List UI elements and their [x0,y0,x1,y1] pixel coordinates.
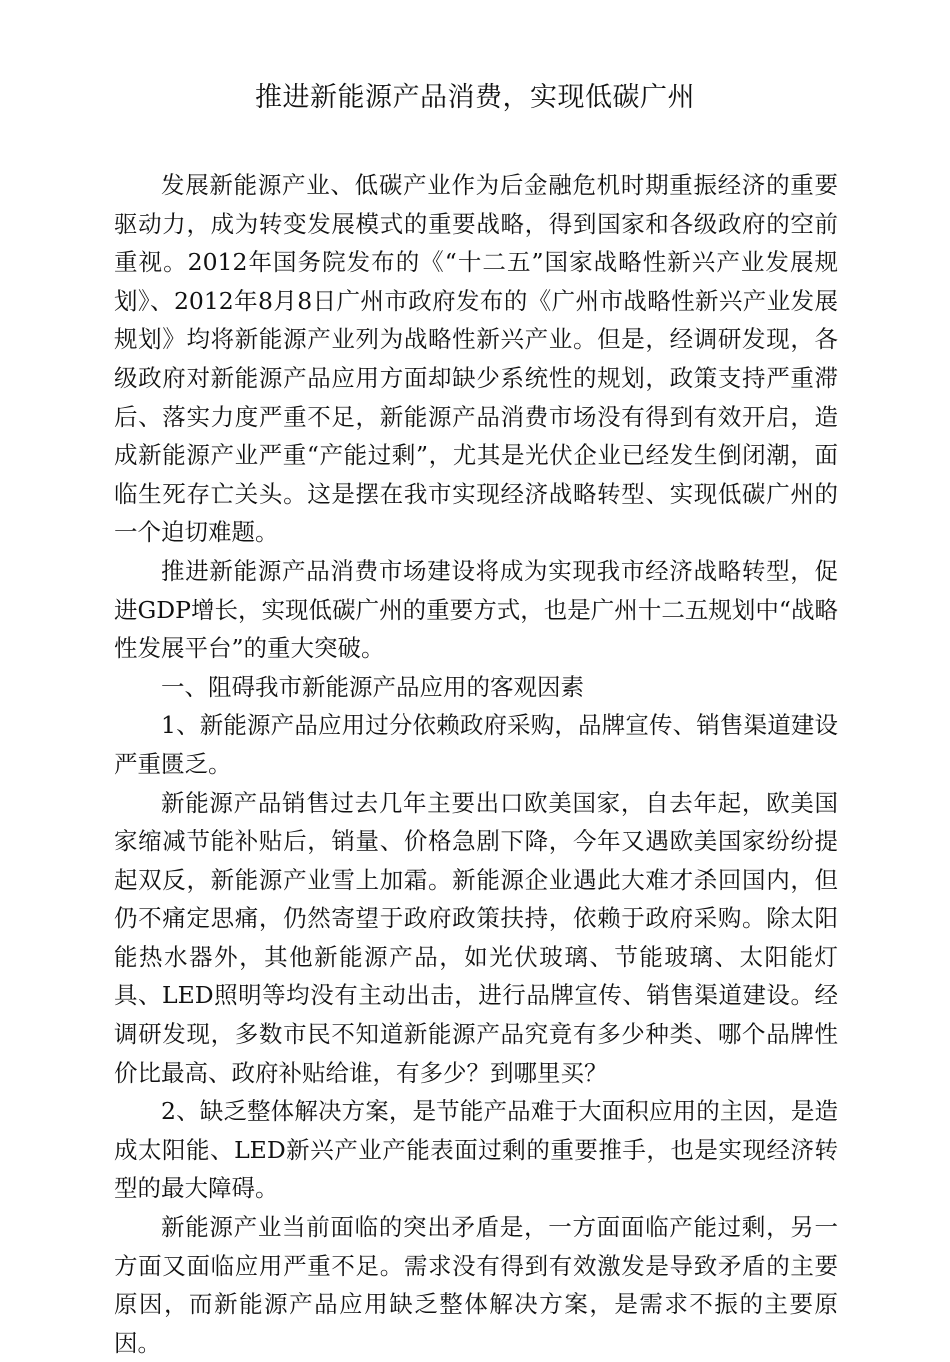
paragraph-overcapacity: 新能源产业当前面临的突出矛盾是，一方面面临产能过剩，另一方面又面临应用严重不足。需求没有得到有效激发是导致矛盾的主要原因，而新能源产品应用缺乏整体解决方案，是需求不振的主要原因。 [114,1213,838,1357]
document-body [114,166,838,1362]
point-1-heading: 1、新能源产品应用过分依赖政府采购，品牌宣传、销售渠道建设严重匮乏。 [114,711,838,778]
paragraph-export-decline: 新能源产品销售过去几年主要出口欧美国家，自去年起，欧美国家缩减节能补贴后，销量、价格急剧下降，今年又遇欧美国家纷纷提起双反，新能源产业雪上加霜。新能源企业遇此大难才杀回国内，但仍不痛定思痛，仍然寄望于政府政策扶持，依赖于政府采购。除太阳能热水器外，其他新能源产品，如光伏玻璃、节能玻璃、太阳能灯具、LED照明等均没有主动出击，进行品牌宣传、销售渠道建设。经调研发现，多数市民不知道新能源产品究竟有多少种类、哪个品牌性价比最高、政府补贴给谁，有多少？到哪里买？ [114,788,838,1087]
paragraph-consumption-market: 推进新能源产品消费市场建设将成为实现我市经济战略转型，促进GDP增长，实现低碳广州的重要方式，也是广州十二五规划中“战略性发展平台”的重大突破。 [114,556,838,663]
section-heading-obstacles: 一、阻碍我市新能源产品应用的客观因素 [161,672,584,701]
point-2-heading: 2、缺乏整体解决方案，是节能产品难于大面积应用的主因，是造成太阳能、LED新兴产业产能表面过剩的重要推手，也是实现经济转型的最大障碍。 [114,1097,838,1203]
paragraph-intro: 发展新能源产业、低碳产业作为后金融危机时期重振经济的重要驱动力，成为转变发展模式的重要战略，得到国家和各级政府的空前重视。2012年国务院发布的《“十二五”国家战略性新兴产业发展规划》、2012年8月8日广州市政府发布的《广州市战略性新兴产业发展规划》均将新能源产业列为战略性新兴产业。但是，经调研发现，各级政府对新能源产品应用方面却缺少系统性的规划，政策支持严重滞后、落实力度严重不足，新能源产品消费市场没有得到有效开启，造成新能源产业严重“产能过剩”，尤其是光伏企业已经发生倒闭潮，面临生死存亡关头。这是摆在我市实现经济战略转型、实现低碳广州的一个迫切难题。 [114,171,838,547]
document-title: 推进新能源产品消费，实现低碳广州 [255,82,695,113]
